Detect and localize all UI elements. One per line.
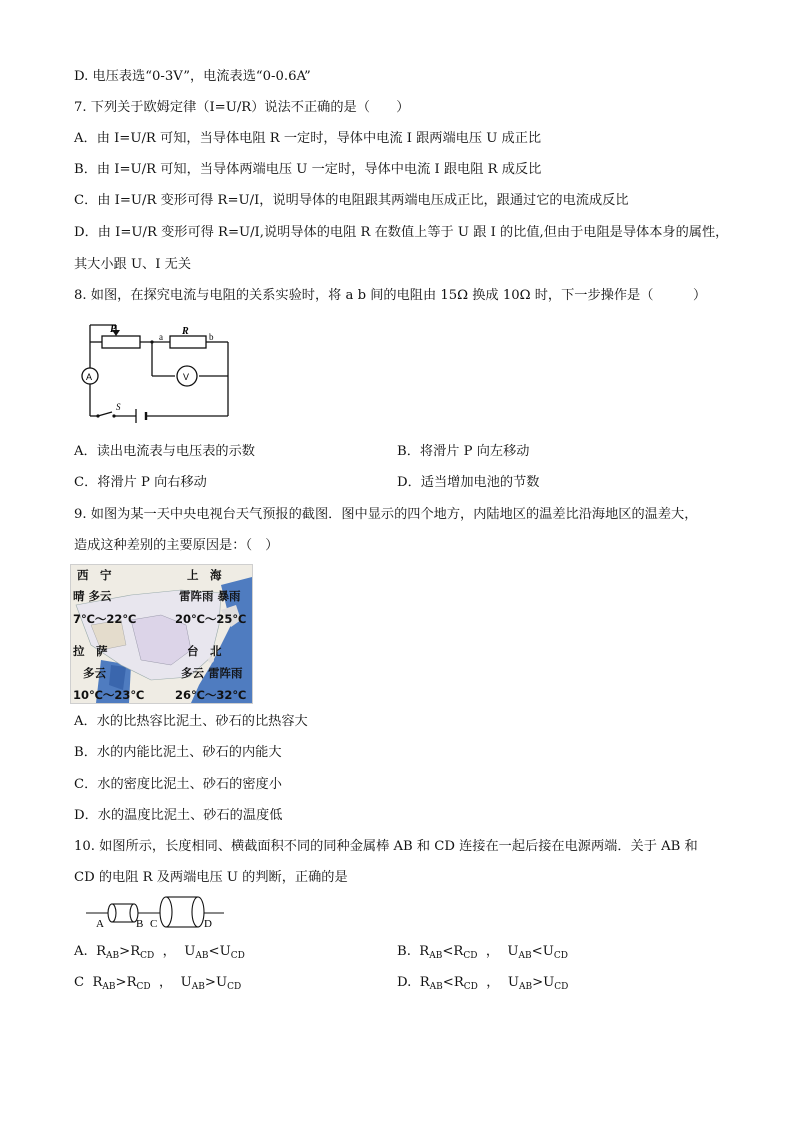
label-a: a: [159, 332, 163, 342]
question-8: 8. 如图，在探究电流与电阻的关系实验时，将 a b 间的电阻由 15Ω 换成 10Ω 时，下一步操作是（ ）: [74, 288, 707, 303]
q8-option-a: A．读出电流表与电压表的示数: [74, 444, 255, 459]
q10-option-d: D. $R_{AB}<R_{CD}$ ， $U_{AB}>U_{CD}$: [397, 975, 569, 992]
map-background: [71, 565, 252, 703]
map-temp-lasa: 10℃～23℃: [73, 688, 145, 702]
map-weather-shanghai: 雷阵雨 暴雨: [179, 589, 241, 603]
label-P: P: [110, 324, 117, 335]
label-R: R: [182, 326, 189, 337]
map-temp-xining: 7℃～22℃: [73, 612, 137, 626]
map-temp-taibei: 26℃～32℃: [175, 688, 247, 702]
q9-option-b: B．水的内能比泥土、砂石的内能大: [74, 745, 282, 760]
question-9: 9. 如图为某一天中央电视台天气预报的截图．图中显示的四个地方，内陆地区的温差比沿海地区的温差大，: [74, 507, 698, 522]
question-10-cont: CD 的电阻 R 及两端电压 U 的判断，正确的是: [74, 870, 348, 885]
q8-option-c: C．将滑片 P 向右移动: [74, 475, 207, 490]
q9-option-c: C．水的密度比泥土、砂石的密度小: [74, 777, 282, 792]
map-label-shanghai: 上 海: [187, 568, 222, 582]
rod-label-A: A: [96, 918, 104, 929]
weather-map: [70, 564, 253, 704]
rod-label-D: D: [204, 918, 212, 929]
question-10: 10. 如图所示，长度相同、横截面积不同的同种金属棒 AB 和 CD 连接在一起后接在电源两端．关于 AB 和: [74, 839, 698, 854]
rods-diagram: [84, 893, 229, 929]
q9-option-a: A．水的比热容比泥土、砂石的比热容大: [74, 714, 308, 729]
map-label-lasa: 拉 萨: [73, 644, 108, 658]
map-temp-shanghai: 20℃～25℃: [175, 612, 247, 626]
q8-option-d: D．适当增加电池的节数: [397, 475, 540, 490]
q7-option-d: D．由 I=U/R 变形可得 R=U/I,说明导体的电阻 R 在数值上等于 U 跟 I 的比值,但由于电阻是导体本身的属性，: [74, 225, 729, 240]
question-7: 7. 下列关于欧姆定律（I=U/R）说法不正确的是（ ）: [74, 100, 410, 115]
line-prev-d: D. 电压表选“0-3V”，电流表选“0-0.6A”: [74, 69, 311, 84]
rod-label-B: B: [136, 918, 144, 929]
ammeter-label: A: [86, 372, 93, 382]
q7-option-b: B．由 I=U/R 可知，当导体两端电压 U 一定时，导体中电流 I 跟电阻 R 成反比: [74, 162, 542, 177]
q10-option-b: B. $R_{AB}<R_{CD}$ ， $U_{AB}<U_{CD}$: [397, 944, 568, 961]
circuit-diagram: [74, 320, 234, 424]
q7-option-c: C．由 I=U/R 变形可得 R=U/I，说明导体的电阻跟其两端电压成正比，跟通过它的电流成反比: [74, 193, 629, 208]
q10-option-a: A. $R_{AB}>R_{CD}$ ， $U_{AB}<U_{CD}$: [74, 944, 245, 961]
map-label-taibei: 台 北: [187, 644, 222, 658]
rod-label-C: C: [150, 918, 158, 929]
q9-option-d: D．水的温度比泥土、砂石的温度低: [74, 808, 283, 823]
switch-label: S: [116, 402, 121, 412]
map-weather-lasa: 多云: [83, 666, 106, 680]
q10-option-c: C $R_{AB}>R_{CD}$ ， $U_{AB}>U_{CD}$: [74, 975, 242, 992]
map-weather-taibei: 多云 雷阵雨: [181, 666, 243, 680]
q7-option-d-cont: 其大小跟 U、I 无关: [74, 257, 192, 272]
map-weather-xining: 晴 多云: [73, 589, 112, 603]
q8-option-b: B．将滑片 P 向左移动: [397, 444, 530, 459]
label-b: b: [209, 332, 214, 342]
map-label-xining: 西 宁: [77, 568, 112, 582]
q7-option-a: A．由 I=U/R 可知，当导体电阻 R 一定时，导体中电流 I 跟两端电压 U 成正比: [74, 131, 542, 146]
voltmeter-label: V: [183, 372, 190, 382]
question-9-cont: 造成这种差别的主要原因是：（ ）: [74, 538, 279, 553]
